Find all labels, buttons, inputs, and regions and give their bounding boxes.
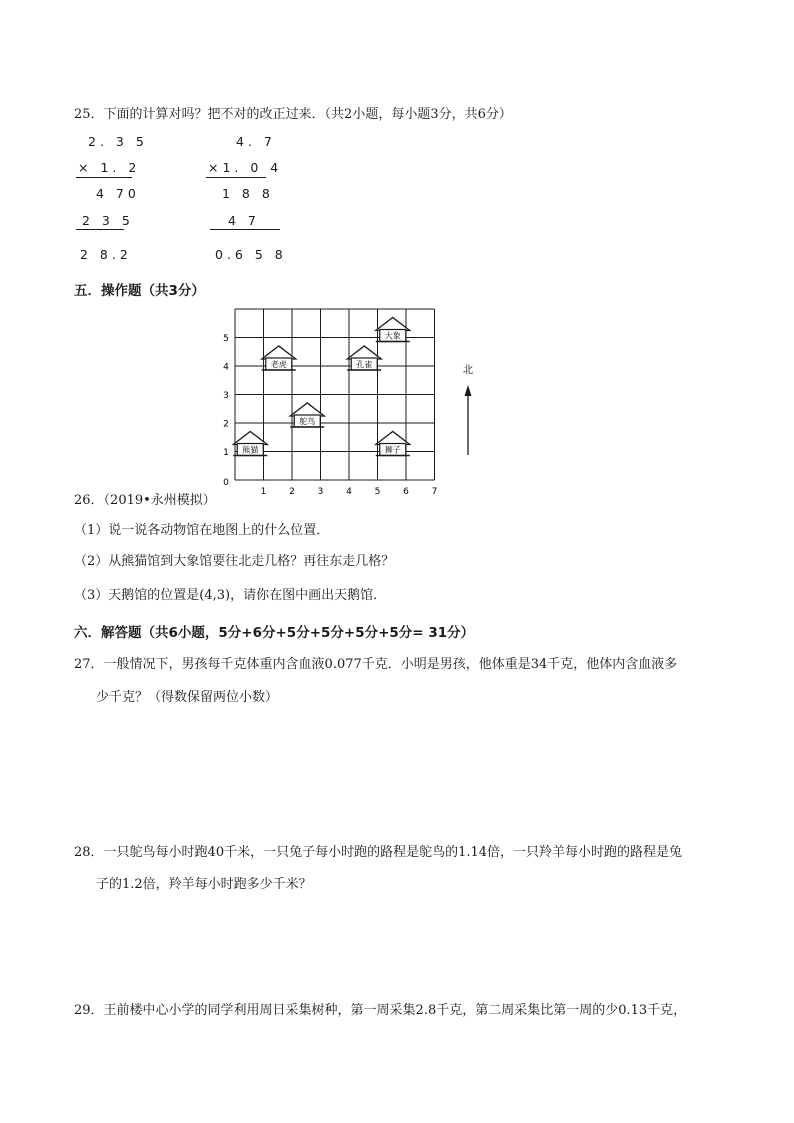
y-tick-label: 5 xyxy=(223,334,229,344)
north-label: 北 xyxy=(463,365,473,376)
calc-right-line1: 4. 7 xyxy=(236,134,276,149)
animal-house-icon xyxy=(262,346,296,370)
animal-house-icon xyxy=(376,318,410,342)
q25-text: 25．下面的计算对吗？把不对的改正过来．（共2小题，每小题3分，共6分） xyxy=(74,107,512,122)
house-roof xyxy=(347,346,381,359)
house-roof xyxy=(376,432,410,445)
zoo-map xyxy=(205,305,505,505)
house-roof xyxy=(233,432,267,445)
house-label: 老虎 xyxy=(270,360,287,369)
house-roof xyxy=(290,403,324,416)
house-label: 鸵鸟 xyxy=(299,417,316,426)
animal-house-icon xyxy=(290,403,324,427)
x-tick-label: 5 xyxy=(374,487,381,497)
calc-right-line3: 1 8 8 xyxy=(222,186,274,201)
house-label: 大象 xyxy=(384,331,401,341)
calc-left-rule2 xyxy=(76,229,124,230)
q29-line1: 29．王前楼中心小学的同学利用周日采集树种，第一周采集2.8千克，第二周采集比第一周的少0.13千克， xyxy=(74,1003,687,1018)
map-houses xyxy=(233,318,410,456)
y-tick-label: 2 xyxy=(223,419,229,430)
q28-line2: 子的1.2倍，羚羊每小时跑多少千米？ xyxy=(96,877,312,892)
calc-right-rule1 xyxy=(206,177,266,178)
y-tick-label: 4 xyxy=(223,362,229,373)
house-label: 熊猫 xyxy=(242,445,259,455)
q26-sub2: （2）从熊猫馆到大象馆要往北走几格？再往东走几格？ xyxy=(74,554,395,569)
house-label: 狮子 xyxy=(384,445,401,455)
section6-title: 六．解答题（共6小题，5分+6分+5分+5分+5分+5分= 31分） xyxy=(74,625,475,641)
x-tick-label: 0 xyxy=(223,478,229,488)
q26-sub1: （1）说一说各动物馆在地图上的什么位置． xyxy=(74,523,330,538)
q28-line1: 28．一只鸵鸟每小时跑40千米，一只兔子每小时跑的路程是鸵鸟的1.14倍，一只羚羊每小时跑的路程是兔 xyxy=(74,845,683,860)
animal-house-icon xyxy=(347,346,381,370)
calc-left-line1: 2. 3 5 xyxy=(88,134,148,149)
calc-left-line2: × 1. 2 xyxy=(78,160,141,175)
calc-left-line3: 4 70 xyxy=(96,186,140,201)
north-arrow-icon xyxy=(465,385,472,455)
q27-line1: 27．一般情况下，男孩每千克体重内含血液0.077千克．小明是男孩，他体重是34千克，他体内含血液多 xyxy=(74,657,678,672)
q27-line2: 少千克？（得数保留两位小数） xyxy=(96,690,279,705)
q26-sub3: （3）天鹅馆的位置是(4,3)，请你在图中画出天鹅馆． xyxy=(74,588,387,603)
calc-left-line4: 2 3 5 xyxy=(82,213,134,228)
section5-title: 五．操作题（共3分） xyxy=(74,283,205,299)
y-tick-label: 1 xyxy=(223,448,229,458)
x-tick-label: 1 xyxy=(260,487,267,497)
house-label: 孔雀 xyxy=(356,360,373,369)
calc-right-line4: 4 7 xyxy=(228,213,260,228)
calc-left-rule1 xyxy=(76,177,132,178)
house-roof xyxy=(262,346,296,359)
calc-right-line5: 0.6 5 8 xyxy=(215,247,287,262)
x-tick-label: 3 xyxy=(317,487,324,497)
x-tick-label: 6 xyxy=(403,487,409,497)
house-roof xyxy=(376,318,410,331)
animal-house-icon xyxy=(233,432,267,456)
y-tick-label: 3 xyxy=(223,391,229,401)
calc-right-line2: ×1. 0 4 xyxy=(208,160,283,175)
x-tick-label: 2 xyxy=(289,487,295,497)
calc-right-rule2 xyxy=(210,229,280,230)
q26-number: 26．（2019•永州模拟） xyxy=(74,493,216,508)
map-tick-labels xyxy=(223,334,437,497)
x-tick-label: 4 xyxy=(346,487,352,497)
x-tick-label: 7 xyxy=(431,487,438,497)
calc-left-line5: 2 8.2 xyxy=(80,247,132,262)
animal-house-icon xyxy=(376,432,410,456)
